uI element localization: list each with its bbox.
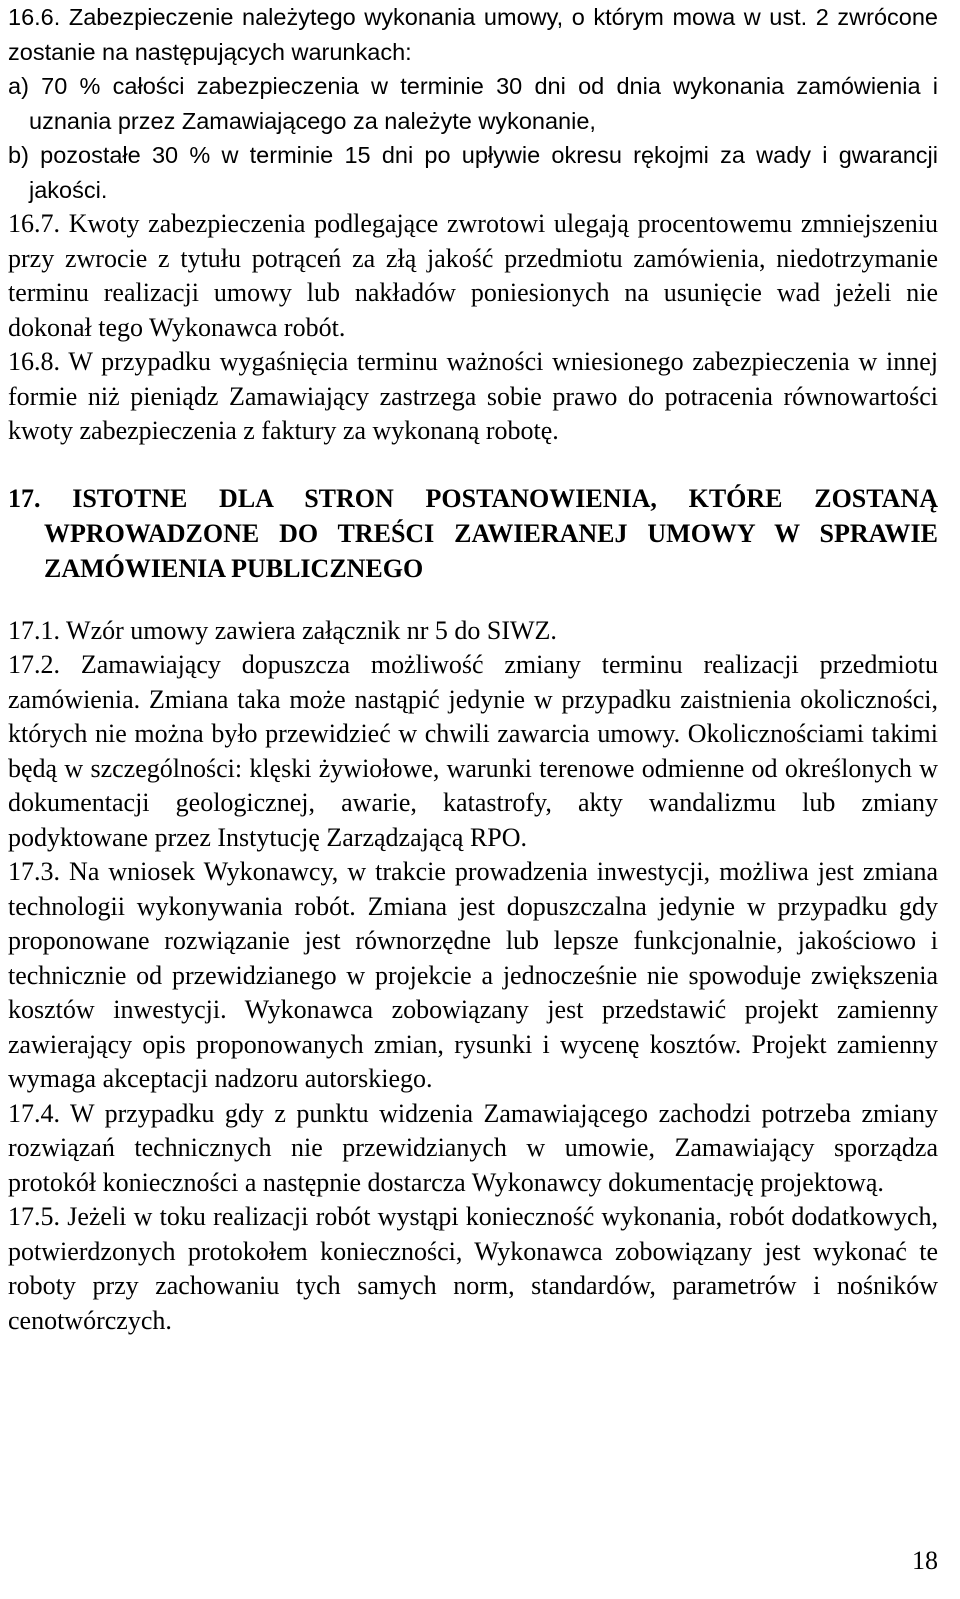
- paragraph-16-7: 16.7. Kwoty zabezpieczenia podlegające zwrotowi ulegają procentowemu zmniejszeniu przy zwrocie z tytułu potrąceń za złą jakość przedmiotu zamówienia, niedotrzymanie terminu realizacji umowy lub nakładów poniesionych na usunięcie wad jeżeli nie dokonał tego Wykonawca robót.: [8, 209, 938, 342]
- paragraph-17-1: 17.1. Wzór umowy zawiera załącznik nr 5 do SIWZ.: [8, 615, 557, 645]
- paragraph-16-6: 16.6. Zabezpieczenie należytego wykonania umowy, o którym mowa w ust. 2 zwrócone zostanie na następujących warunkach:: [8, 4, 938, 65]
- paragraph-16-8: 16.8. W przypadku wygaśnięcia terminu ważności wniesionego zabezpieczenia w innej formie niż pieniądz Zamawiający zastrzega sobie prawo do potracenia równowartości kwoty zabezpieczenia z faktury za wykonaną robotę.: [8, 347, 938, 445]
- spacer: [8, 586, 938, 614]
- paragraph-17-2: 17.2. Zamawiający dopuszcza możliwość zmiany terminu realizacji przedmiotu zamówienia. Zmiana taka może nastąpić jedynie w przypadku zaistnienia okoliczności, których nie można było przewidzieć w chwili zawarcia umowy. Okolicznościami takimi będą w szczególności: klęski żywiołowe, warunki terenowe odmienne od określonych w dokumentacji geologicznej, awarie, katastrofy, akty wandalizmu lub zmiany podyktowane przez Instytucję Zarządzającą RPO.: [8, 650, 938, 852]
- paragraph-17-3: 17.3. Na wniosek Wykonawcy, w trakcie prowadzenia inwestycji, możliwa jest zmiana technologii wykonywania robót. Zmiana jest dopuszczalna jedynie w przypadku gdy proponowane rozwiązanie jest równorzędne lub lepsze funkcjonalnie, jakościowo i technicznie od przewidzianego w projekcie a jednocześnie nie spowoduje zwiększenia kosztów inwestycji. Wykonawca zobowiązany jest przedstawić projekt zamienny zawierający opis proponowanych zmian, rysunki i wycenę kosztów. Projekt zamienny wymaga akceptacji nadzoru autorskiego.: [8, 857, 938, 1093]
- section-17-heading: 17. ISTOTNE DLA STRON POSTANOWIENIA, KTÓRE ZOSTANĄ WPROWADZONE DO TREŚCI ZAWIERANEJ UMOWY W SPRAWIE ZAMÓWIENIA PUBLICZNEGO: [8, 483, 938, 583]
- spacer: [8, 449, 938, 481]
- list-item-16-6-b: b) pozostałe 30 % w terminie 15 dni po upływie okresu rękojmi za wady i gwarancji jakości.: [8, 142, 938, 203]
- document-page: [8, 0, 938, 1338]
- paragraph-17-5: 17.5. Jeżeli w toku realizacji robót wystąpi konieczność wykonania, robót dodatkowych, potwierdzonych protokołem konieczności, Wykonawca zobowiązany jest wykonać te roboty przy zachowaniu tych samych norm, standardów, parametrów i nośników cenotwórczych.: [8, 1202, 938, 1335]
- page-number: 18: [912, 1546, 938, 1575]
- list-item-16-6-a: a) 70 % całości zabezpieczenia w terminie 30 dni od dnia wykonania zamówienia i uznania przez Zamawiającego za należyte wykonanie,: [8, 73, 938, 134]
- paragraph-17-4: 17.4. W przypadku gdy z punktu widzenia Zamawiającego zachodzi potrzeba zmiany rozwiązań technicznych nie przewidzianych w umowie, Zamawiający sporządza protokół konieczności a następnie dostarcza Wykonawcy dokumentację projektową.: [8, 1098, 938, 1197]
